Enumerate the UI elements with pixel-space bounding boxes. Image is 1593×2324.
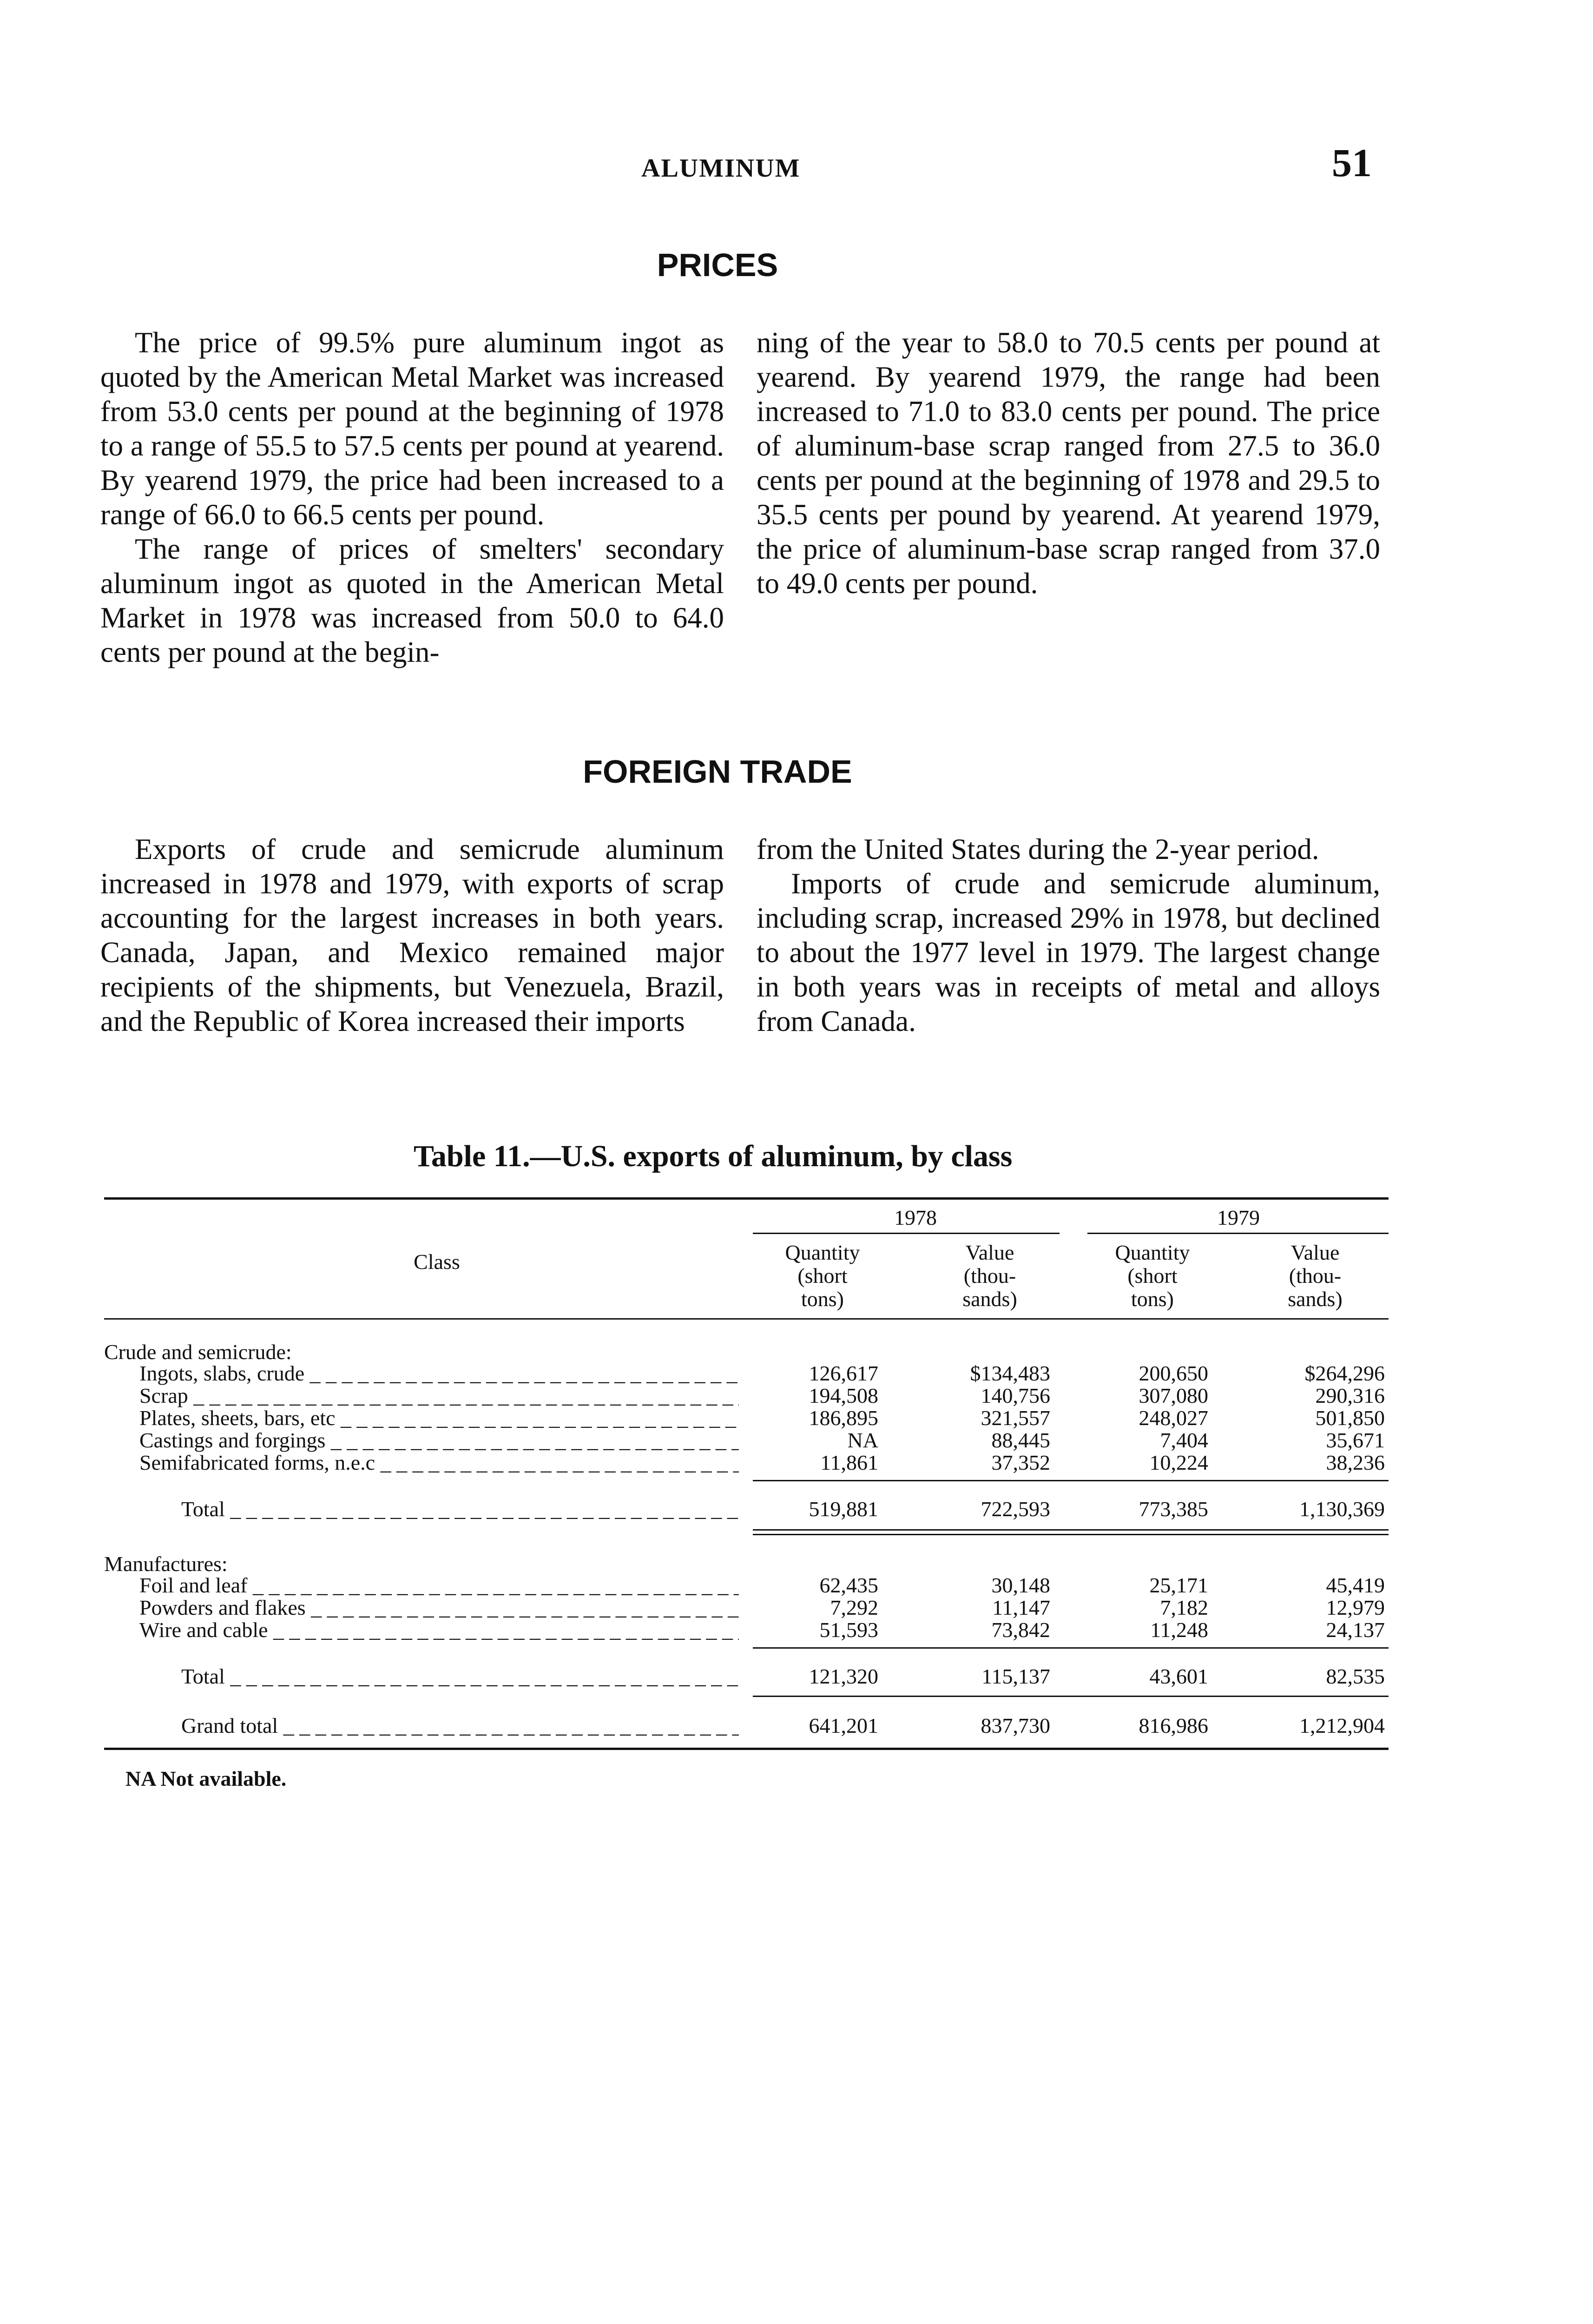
trade-paragraph-1: Exports of crude and semicrude aluminum increased in 1978 and 1979, with exports of scrap accounting for the largest increases in both years. Canada, Japan, and Mexico remained major recipients of the shipments, but Venezuela, Brazil, and the Republic of Korea increased their imports: [100, 833, 724, 1037]
prices-right-column: [757, 325, 1380, 601]
trade-left-column: [100, 832, 724, 1038]
prices-paragraph-2: The range of prices of smelters' secondary aluminum ingot as quoted in the American Metal Market in 1978 was increased from 50.0 to 64.0 cents per pound at the begin-: [100, 533, 724, 668]
running-head: ALUMINUM: [641, 154, 801, 183]
year-1979-header: 1979: [1217, 1206, 1260, 1229]
trade-paragraph-2: from the United States during the 2-year period.: [757, 833, 1319, 865]
document-page: ALUMINUM 51 PRICES The price of 99.5% pure aluminum ingot as quoted by the American Metal Market was increased from 53.0 cents per pound at the beginning of 1978 to a range of 55.5 to 57.5 cents per pound at yearend. By yearend 1979, the price had been increased to a range of 66.0 to 66.5 cents per pound. The range of prices of smelters' secondary aluminum ingot as quoted in the American Metal Market in 1978 was increased from 50.0 to 64.0 cents per pound at the begin- ning of the year to 58.0 to 70.5 cents per pound at yearend. By yearend 1979, the range had been increased to 71.0 to 83.0 cents per pound. The price of aluminum-base scrap ranged from 27.5 to 36.0 cents per pound at the beginning of 1978 and 29.5 to 35.5 cents per pound by yearend. At yearend 1979, the price of aluminum-base scrap ranged from 37.0 to 49.0 cents per pound. FOREIGN TRADE Exports of crude and semicrude aluminum increased in 1978 and 1979, with exports of scrap accounting for the largest increases in both years. Canada, Japan, and Mexico remained major recipients of the shipments, but Venezuela, Brazil, and the Republic of Korea increased their imports from the United States during the 2-year period. Imports of crude and semicrude aluminum, including scrap, increased 29% in 1978, but declined to about the 1977 level in 1979. The largest change in both years was in receipts of metal and alloys from Canada. Table 11.—U.S. exports of aluminum, by class 1978 1979 Class Quantity (short tons) Value (thou- sands) Quantity (short tons) Value (thou- sands) Crude and semicrude: Ingots, slabs, crude _ _ _ 126,617 $134,483 200,650 $264,296 Scrap _ _ _ 194,508 140,756 307,080 290,316 Plates, sheets, bars, etc _ _ _ 186,895 321,557 248,027 501,850 Castings and forgings _ _ _ NA 88,445 7,404 35,671 Semifabricated forms, n.e.c _ _ _ 11,861 37,352 10,224 38,236 Total _ _ _ 519,881 722,593 773,385 1,130,369 Manufactures: Foil and leaf _ _ _ 62,435 30,148 25,171 45,419 Powders and flakes _ _ _ 7,292 11,147 7,182 12,979 Wire and cable _ _ _ 51,593 73,842 11,248 24,137 Total _ _ _ 121,320 115,137 43,601 82,535 Grand total _ _ _ 641,201 837,730 816,986 1,212,904 NA Not available.: [0, 0, 1593, 2324]
prices-heading: PRICES: [657, 247, 778, 283]
crude-section-heading: Crude and semicrude:: [104, 1340, 292, 1364]
manufactures-total-rule: [753, 1696, 1389, 1697]
header-bottom-rule: [104, 1318, 1389, 1320]
table-top-rule: [104, 1197, 1389, 1200]
value-1979-header: Value (thou- sands): [1288, 1241, 1343, 1311]
crude-subtotal-rule: [753, 1480, 1389, 1481]
manufactures-section-heading: Manufactures:: [104, 1552, 228, 1576]
class-header: Class: [414, 1250, 460, 1274]
page-number: 51: [1332, 140, 1372, 185]
trade-paragraph-3: Imports of crude and semicrude aluminum, including scrap, increased 29% in 1978, but declined to about the 1977 level in 1979. The largest change in both years was in receipts of metal and alloys from Canada.: [757, 867, 1380, 1037]
year-1979-rule: [1087, 1233, 1389, 1234]
quantity-1979-header: Quantity (short tons): [1115, 1241, 1190, 1311]
prices-left-column: [100, 325, 724, 669]
foreign-trade-heading: FOREIGN TRADE: [583, 753, 852, 790]
crude-total-rule-2: [753, 1534, 1389, 1535]
prices-paragraph-3: ning of the year to 58.0 to 70.5 cents per pound at yearend. By yearend 1979, the range had been increased to 71.0 to 83.0 cents per pound. The price of aluminum-base scrap ranged from 27.5 to 36.0 cents per pound at the beginning of 1978 and 29.5 to 35.5 cents per pound by yearend. At yearend 1979, the price of aluminum-base scrap ranged from 37.0 to 49.0 cents per pound.: [757, 326, 1380, 600]
value-1978-header: Value (thou- sands): [962, 1241, 1017, 1311]
trade-right-column: [757, 832, 1380, 1038]
quantity-1978-header: Quantity (short tons): [785, 1241, 860, 1311]
table-bottom-rule: [104, 1748, 1389, 1750]
prices-paragraph-1: The price of 99.5% pure aluminum ingot as quoted by the American Metal Market was increased from 53.0 cents per pound at the beginning of 1978 to a range of 55.5 to 57.5 cents per pound at yearend. By yearend 1979, the price had been increased to a range of 66.0 to 66.5 cents per pound.: [100, 326, 724, 531]
crude-total-rule-1: [753, 1529, 1389, 1531]
year-1978-header: 1978: [894, 1206, 937, 1229]
manufactures-subtotal-rule: [753, 1647, 1389, 1649]
year-1978-rule: [753, 1233, 1060, 1234]
table-footnote: NA Not available.: [125, 1767, 287, 1790]
table-title: Table 11.—U.S. exports of aluminum, by class: [414, 1139, 1013, 1173]
